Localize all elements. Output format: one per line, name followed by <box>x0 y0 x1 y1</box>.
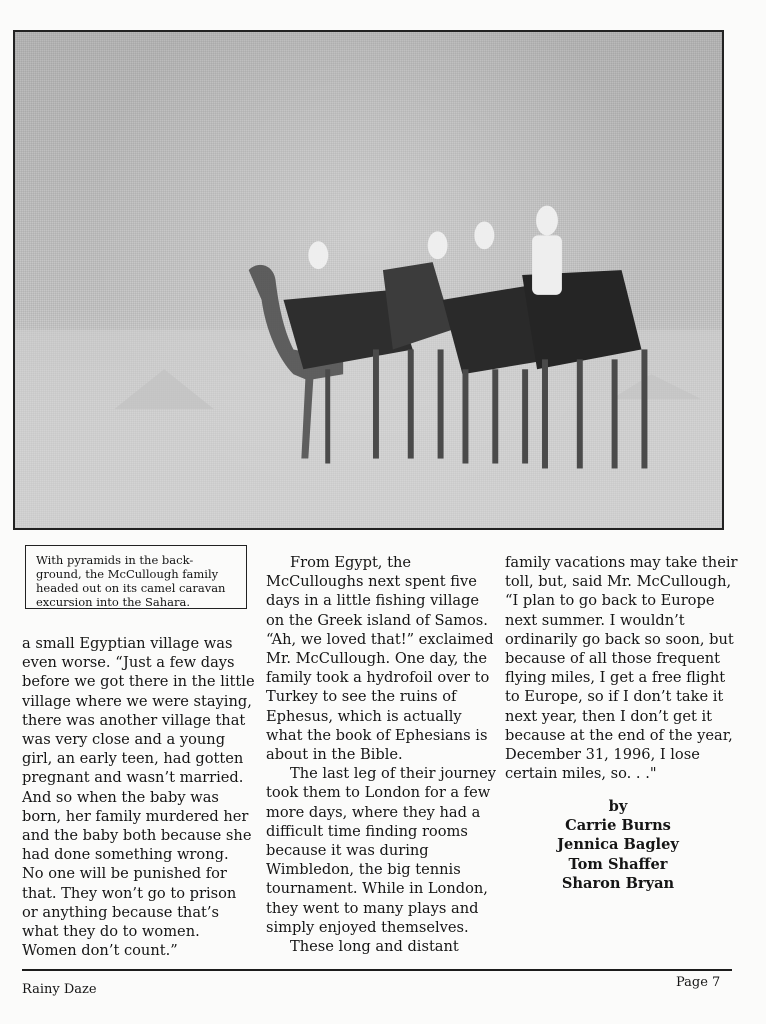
text-line: had done something wrong. <box>22 846 229 864</box>
text-line: Women don’t count.” <box>22 942 178 960</box>
camel-caravan-photo <box>13 30 724 530</box>
byline-author: Carrie Burns <box>565 817 671 835</box>
text-line: more days, where they had a <box>266 803 481 821</box>
byline-author: Jennica Bagley <box>557 836 679 854</box>
camel-photo-illustration <box>15 32 722 528</box>
text-line: simply enjoyed themselves. <box>266 918 469 936</box>
text-line: there was another village that <box>22 711 246 729</box>
text-line: what the book of Ephesians is <box>266 726 488 744</box>
text-line: next summer. I wouldn’t <box>505 611 685 629</box>
text-line: Mr. McCullough. One day, the <box>266 650 487 668</box>
text-line: From Egypt, the <box>290 554 411 571</box>
text-line: took them to London for a few <box>266 784 491 802</box>
text-line: born, her family murdered her <box>22 807 249 825</box>
text-line: next year, then I don’t get it <box>505 707 713 725</box>
article-column-1 <box>22 634 255 960</box>
text-line: McCulloughs next spent five <box>266 573 477 591</box>
byline-author: Tom Shaffer <box>568 855 668 873</box>
text-line: flying miles, I get a free flight <box>505 669 726 687</box>
byline-by: by <box>608 798 628 815</box>
text-line: Turkey to see the ruins of <box>266 688 457 706</box>
text-line: tournament. While in London, <box>266 880 488 898</box>
text-line: The last leg of their journey <box>290 765 497 783</box>
text-line: village where we were staying, <box>22 692 252 710</box>
page-number: Page 7 <box>676 975 721 990</box>
text-line: toll, but, said Mr. McCullough, <box>505 573 732 591</box>
text-line: about in the Bible. <box>266 746 403 764</box>
caption-line: With pyramids in the back- <box>36 553 194 567</box>
text-line: And so when the baby was <box>22 788 219 806</box>
text-line: on the Greek island of Samos. <box>266 611 488 629</box>
photo-caption <box>25 545 247 609</box>
text-line: certain miles, so. . ." <box>505 765 657 783</box>
caption-line: headed out on its camel caravan <box>36 581 226 595</box>
caption-line: ground, the McCullough family <box>36 567 219 581</box>
text-line: they went to many plays and <box>266 899 479 917</box>
byline <box>505 797 731 893</box>
text-line: and the baby both because she <box>22 827 252 845</box>
text-line: because of all those frequent <box>505 650 720 668</box>
text-line: what they do to women. <box>22 923 200 941</box>
text-line: or anything because that’s <box>22 903 220 921</box>
byline-author: Sharon Bryan <box>561 874 675 892</box>
text-line: “Ah, we loved that!” exclaimed <box>266 630 494 648</box>
article-column-3 <box>505 553 737 783</box>
text-line: even worse. “Just a few days <box>22 654 235 672</box>
text-line: days in a little fishing village <box>266 592 480 610</box>
text-line: “I plan to go back to Europe <box>505 592 715 610</box>
caption-line: excursion into the Sahara. <box>36 595 190 609</box>
text-line: that. They won’t go to prison <box>22 884 237 902</box>
text-line: family took a hydrofoil over to <box>266 669 490 687</box>
article-column-2 <box>266 553 496 956</box>
text-line: December 31, 1996, I lose <box>505 746 700 764</box>
text-line: girl, an early teen, had gotten <box>22 750 244 768</box>
footer-divider <box>22 969 732 971</box>
text-line: to Europe, so if I don’t take it <box>505 688 724 706</box>
text-line: because it was during <box>266 842 429 860</box>
text-line: because at the end of the year, <box>505 726 733 744</box>
text-line: Wimbledon, the big tennis <box>266 861 461 879</box>
text-line: pregnant and wasn’t married. <box>22 769 244 787</box>
text-line: before we got there in the little <box>22 673 255 691</box>
text-line: family vacations may take their <box>505 554 738 571</box>
text-line: Ephesus, which is actually <box>266 707 462 725</box>
publication-name: Rainy Daze <box>22 982 97 997</box>
text-line: was very close and a young <box>22 731 226 749</box>
text-line: These long and distant <box>290 938 459 956</box>
text-line: ordinarily go back so soon, but <box>505 630 734 648</box>
text-line: No one will be punished for <box>22 865 227 883</box>
text-line: difficult time finding rooms <box>266 822 468 840</box>
text-line: a small Egyptian village was <box>22 635 233 652</box>
